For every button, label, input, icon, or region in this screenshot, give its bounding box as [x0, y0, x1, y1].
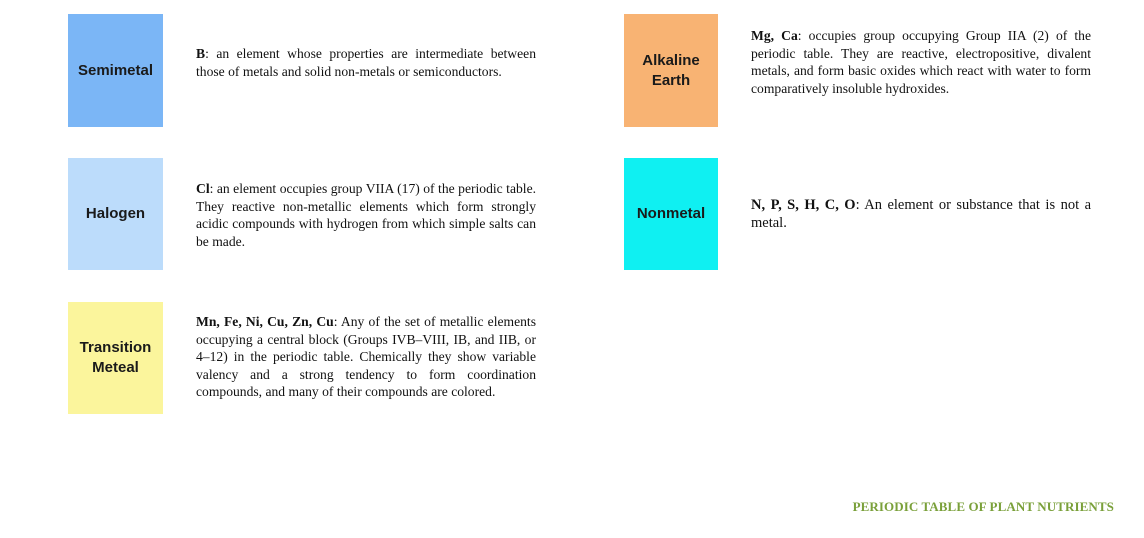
semimetal-description — [196, 45, 536, 80]
nonmetal-card — [624, 158, 718, 270]
transition-metal-elements: Mn, Fe, Ni, Cu, Zn, Cu — [196, 314, 334, 329]
nonmetal-label: Nonmetal — [636, 205, 706, 222]
alkaline-earth-card — [624, 14, 718, 127]
nonmetal-elements: N, P, S, H, C, O — [751, 197, 856, 213]
halogen-label: Halogen — [85, 205, 146, 222]
transition-metal-label: Transition Meteal — [79, 339, 152, 376]
transition-metal-card — [68, 302, 163, 414]
semimetal-card — [68, 14, 163, 127]
transition-metal-text: : Any of the set of metallic elements occupying a central block (Groups IVB–VIII, IB, and IIB, or 4–12) in the periodic table. Chemically they show variable valency and a strong tendency to form coordination compounds, and many of their compounds are colored. — [196, 314, 536, 400]
footer-title: PERIODIC TABLE OF PLANT NUTRIENTS — [852, 499, 1114, 514]
alkaline-earth-elements: Mg, Ca — [751, 28, 798, 43]
nonmetal-description — [751, 197, 1091, 232]
semimetal-elements: B — [196, 46, 206, 61]
halogen-elements: Cl — [196, 181, 210, 196]
transition-metal-description — [196, 313, 536, 401]
alkaline-earth-description — [751, 27, 1091, 97]
nonmetal-text: : An element or substance that is not a metal. — [751, 197, 1092, 231]
halogen-card — [68, 158, 163, 270]
semimetal-label: Semimetal — [77, 61, 154, 79]
alkaline-earth-label: Alkaline Earth — [642, 51, 700, 89]
halogen-description — [196, 180, 536, 250]
alkaline-earth-text: : occupies group occupying Group IIA (2) of the periodic table. They are reactive, electropositive, divalent metals, and form basic oxides which react with water to form comparatively insoluble hydroxides. — [751, 28, 1091, 96]
halogen-text: : an element occupies group VIIA (17) of the periodic table. They reactive non-metallic elements which form strongly acidic compounds with hydrogen from which simple salts can be made. — [196, 181, 536, 249]
semimetal-text: : an element whose properties are intermediate between those of metals and solid non-metals or semiconductors. — [196, 46, 536, 79]
